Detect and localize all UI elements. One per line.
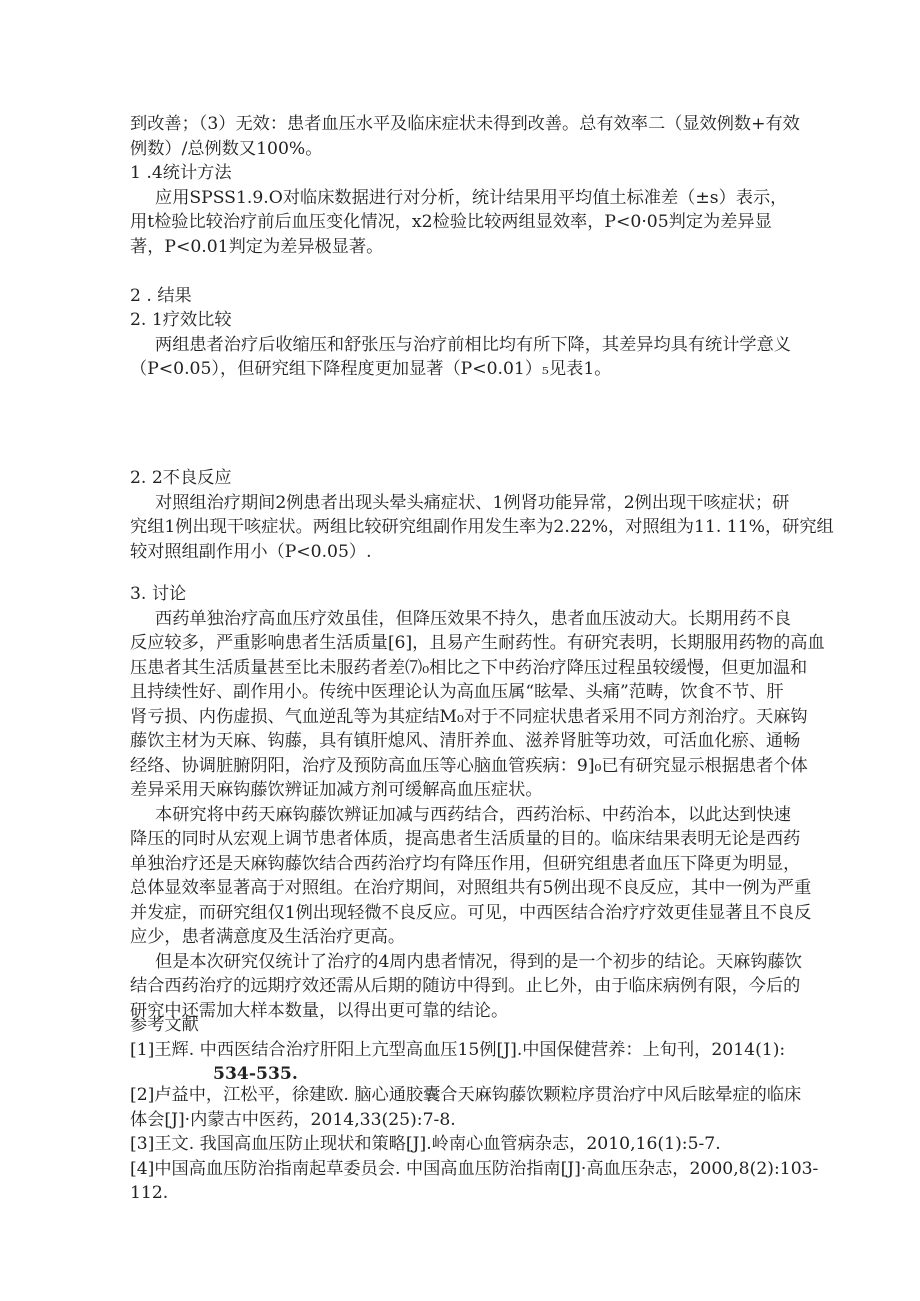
text-line: 经络、协调脏腑阴阳，治疗及预防高血压等心脑血管疾病：9]₀已有研究显示根据患者个体 bbox=[130, 755, 808, 776]
intro-paragraph bbox=[130, 112, 800, 161]
text-line: 研究中还需加大样本数量，以得出更可靠的结论。 bbox=[130, 1000, 509, 1021]
text-line: 两组患者治疗后收缩压和舒张压与治疗前相比均有所下降，其差异均具有统计学意义 bbox=[155, 334, 791, 355]
text-line: 差异采用天麻钩藤饮辨证加减方剂可缓解高血压症状。 bbox=[130, 780, 543, 800]
text-line: 到改善；（3）无效：患者血压水平及临床症状未得到改善。总有效率二（显效例数+有效 bbox=[130, 114, 800, 134]
text-line: 著，P<0.01判定为差异极显著。 bbox=[130, 236, 384, 257]
text-line: 反应较多，严重影响患者生活质量[6]，且易产生耐药性。有研究表明，长期服用药物的高血 bbox=[130, 633, 825, 653]
section-heading: 3. 讨论 bbox=[130, 584, 187, 604]
text-line: 结合西药治疗的远期疗效还需从后期的随访中得到。止匕外，由于临床病例有限，今后的 bbox=[130, 976, 801, 996]
section-1-4 bbox=[130, 161, 800, 259]
reference-pages: 534-535. bbox=[213, 1064, 298, 1084]
reference-item: [4]中国高血压防治指南起草委员会. 中国高血压防治指南[J]·高血压杂志，2000,8(2):103- bbox=[130, 1158, 819, 1179]
text-line: 单独治疗还是天麻钩藤饮结合西药治疗均有降压作用，但研究组患者血压下降更为明显， bbox=[130, 853, 801, 874]
text-line: 压患者其生活质量甚至比未服药者差⑺₀相比之下中药治疗降压过程虽较缓慢，但更加温和 bbox=[130, 657, 808, 678]
section-heading: 1 .4统计方法 bbox=[130, 163, 232, 183]
text-line: 藤饮主材为天麻、钩藤，具有镇肝熄风、清肝养血、滋养肾脏等功效，可活血化瘀、通畅 bbox=[130, 731, 801, 751]
references bbox=[130, 1013, 800, 1087]
text-line: 肾亏损、内伤虚损、气血逆乱等为其症结M₀对于不同症状患者采用不同方剂治疗。天麻钩 bbox=[130, 706, 808, 727]
reference-item: [3]王文. 我国高血压防止现状和策略[J].岭南心血管病杂志，2010,16(1):5-7. bbox=[130, 1134, 721, 1154]
section-3 bbox=[130, 582, 825, 1023]
text-line: 且持续性好、副作用小。传统中医理论认为高血压属“眩晕、头痛”范畴，饮食不节、肝 bbox=[130, 682, 784, 702]
text-line: 用t检验比较治疗前后血压变化情况，x2检验比较两组显效率，P<0·05判定为差异显 bbox=[130, 212, 772, 232]
text-line: 应少，患者满意度及生活治疗更高。 bbox=[130, 927, 406, 947]
section-heading: 2. 1疗效比较 bbox=[130, 310, 232, 330]
text-line: 应用SPSS1.9.O对临床数据进行对分析，统计结果用平均值土标准差（±s）表示， bbox=[155, 187, 788, 208]
text-line: （P<0.05），但研究组下降程度更加显著（P<0.01）₅见表1。 bbox=[130, 359, 612, 379]
reference-item: 112. bbox=[130, 1183, 169, 1203]
text-line: 究组1例出现干咳症状。两组比较研究组副作用发生率为2.22%，对照组为11. 11%，研究组 bbox=[130, 517, 834, 537]
reference-item: [2]卢益中，江松平，徐建欧. 脑心通胶囊合天麻钩藤饮颗粒序贯治疗中风后眩晕症的临床 bbox=[130, 1085, 802, 1105]
text-line: 西药单独治疗高血压疗效虽佳，但降压效果不持久，患者血压波动大。长期用药不良 bbox=[155, 608, 791, 629]
text-line: 较对照组副作用小（P<0.05）. bbox=[130, 541, 372, 562]
section-2-2 bbox=[130, 466, 834, 564]
text-line: 总体显效率显著高于对照组。在治疗期间，对照组共有5例出现不良反应，其中一例为严重 bbox=[130, 878, 812, 898]
references-heading: 参考文献 bbox=[130, 1015, 199, 1035]
section-2-1 bbox=[130, 308, 800, 382]
text-line: 但是本次研究仅统计了治疗的4周内患者情况，得到的是一个初步的结论。天麻钩藤饮 bbox=[155, 951, 802, 972]
section-heading: 2. 2不良反应 bbox=[130, 468, 232, 488]
reference-item: [1]王辉. 中西医结合治疗肝阳上亢型高血压15例[J].中国保健营养：上旬刊，2014(1): bbox=[130, 1039, 786, 1060]
text-line: 对照组治疗期间2例患者出现头晕头痛症状、1例肾功能异常，2例出现干咳症状；研 bbox=[155, 492, 790, 513]
text-line: 例数）/总例数又100%。 bbox=[130, 138, 323, 159]
text-line: 本研究将中药天麻钩藤饮辨证加减与西药结合，西药治标、中药治本，以此达到快速 bbox=[155, 804, 791, 825]
references-cont bbox=[130, 1083, 819, 1206]
section-2 bbox=[130, 284, 800, 309]
section-heading: 2 . 结果 bbox=[130, 286, 192, 306]
text-line: 并发症，而研究组仅1例出现轻微不良反应。可见，中西医结合治疗疗效更佳显著且不良反 bbox=[130, 902, 812, 923]
reference-item: 体会[J]·内蒙古中医药，2014,33(25):7-8. bbox=[130, 1109, 456, 1130]
text-line: 降压的同时从宏观上调节患者体质，提高患者生活质量的目的。临床结果表明无论是西药 bbox=[130, 829, 801, 849]
